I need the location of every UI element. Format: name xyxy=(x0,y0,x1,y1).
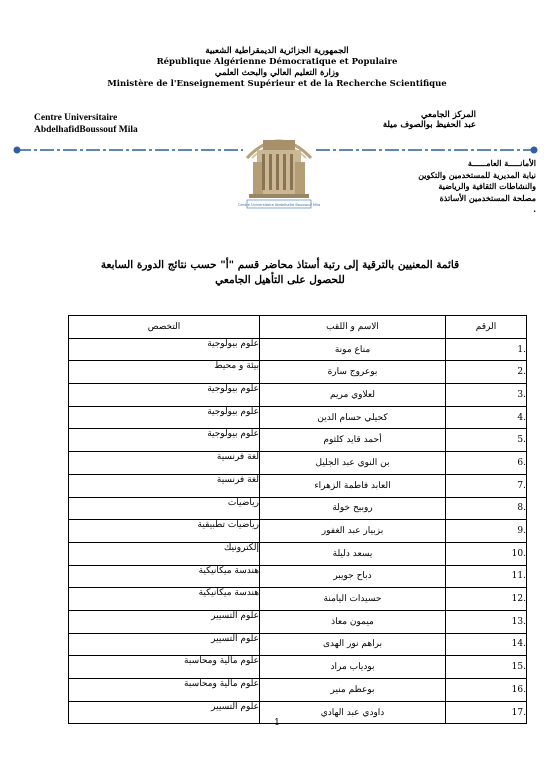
logo-caption: Centre Universitaire Abdelhafid Boussouf Mila xyxy=(237,203,321,207)
table-row xyxy=(69,406,527,429)
row-specialty: لغة فرنسية xyxy=(69,474,260,497)
row-name: كحيلي حسام الدين xyxy=(260,406,446,429)
document-title xyxy=(70,258,490,288)
header-specialty: التخصص xyxy=(69,316,260,339)
row-number xyxy=(446,497,527,520)
row-specialty: هندسة ميكانيكية xyxy=(69,588,260,611)
table-row xyxy=(69,542,527,565)
row-number-text: 4. xyxy=(517,412,526,423)
row-number xyxy=(446,406,527,429)
row-number xyxy=(446,452,527,475)
office-line3: والنشاطات الثقافية والرياضية xyxy=(438,181,536,191)
row-specialty: علوم التسيير xyxy=(69,701,260,724)
row-name: براهم نور الهدى xyxy=(260,633,446,656)
table-row xyxy=(69,429,527,452)
office-line5: . xyxy=(533,204,536,214)
row-name: حسيدات اليامنة xyxy=(260,588,446,611)
office-line2: نيابة المديرية للمستخدمين والتكوين xyxy=(418,169,536,180)
office-line1: الأمانـــــة العامــــــة xyxy=(467,158,536,168)
row-specialty: علوم مالية ومحاسبة xyxy=(69,656,260,679)
row-number-text: 16. xyxy=(511,684,526,695)
table-row xyxy=(69,384,527,407)
row-number xyxy=(446,474,527,497)
row-name: بودياب مراد xyxy=(260,656,446,679)
row-number xyxy=(446,429,527,452)
row-specialty: علوم بيولوجية xyxy=(69,406,260,429)
row-specialty: علوم بيولوجية xyxy=(69,338,260,361)
row-specialty: بيئة و محيط xyxy=(69,361,260,384)
row-specialty: علوم التسيير xyxy=(69,633,260,656)
table-row xyxy=(69,588,527,611)
table-row xyxy=(69,565,527,588)
row-number-text: 6. xyxy=(517,457,526,468)
table-row xyxy=(69,452,527,475)
table-row xyxy=(69,474,527,497)
row-number xyxy=(446,384,527,407)
header-number: الرقم xyxy=(446,316,527,339)
row-name: ميمون معاذ xyxy=(260,610,446,633)
center-ar-line1: المركز الجامعي xyxy=(420,110,476,120)
row-number xyxy=(446,633,527,656)
center-fr-line2: AbdelhafidBoussouf Mila xyxy=(34,125,138,135)
row-specialty: لغة فرنسية xyxy=(69,452,260,475)
row-number-text: 14. xyxy=(511,639,526,650)
title-line1: قائمة المعنيين بالترقية إلى رتبة أستاذ محاضر قسم "أ" حسب نتائج الدورة السابعة xyxy=(100,259,460,271)
republic-fr: République Algérienne Démocratique et Populaire xyxy=(156,57,398,67)
table-row xyxy=(69,633,527,656)
ministry-ar: وزارة التعليم العالي والبحث العلمي xyxy=(214,68,340,78)
promotion-table xyxy=(68,315,527,724)
row-number xyxy=(446,565,527,588)
row-specialty: علوم بيولوجية xyxy=(69,429,260,452)
table-row xyxy=(69,361,527,384)
row-name: العابد فاطمة الزهراء xyxy=(260,474,446,497)
row-specialty: هندسة ميكانيكية xyxy=(69,565,260,588)
page-number: 1 xyxy=(274,718,280,728)
row-name: دباح جويبر xyxy=(260,565,446,588)
center-ar-line2: عبد الحفيظ بوالصوف ميلة xyxy=(382,120,476,130)
header-name: الاسم و اللقب xyxy=(260,316,446,339)
row-number xyxy=(446,588,527,611)
center-name-ar xyxy=(383,110,476,130)
center-fr-line1: Centre Universitaire xyxy=(34,113,118,123)
row-number-text: 9. xyxy=(517,526,526,537)
row-number xyxy=(446,338,527,361)
row-number-text: 8. xyxy=(517,503,526,514)
row-name: بوعظم منير xyxy=(260,679,446,702)
table-row xyxy=(69,520,527,543)
row-number xyxy=(446,361,527,384)
table-row xyxy=(69,338,527,361)
row-number-text: 3. xyxy=(517,389,526,400)
row-number xyxy=(446,656,527,679)
row-name: بن النوي عبد الجليل xyxy=(260,452,446,475)
row-number-text: 11. xyxy=(511,571,526,582)
row-number-text: 15. xyxy=(511,662,526,673)
row-name: بزبيار عبد الغفور xyxy=(260,520,446,543)
row-name: لعلاوي مريم xyxy=(260,384,446,407)
row-specialty: علوم التسيير xyxy=(69,610,260,633)
row-number-text: 5. xyxy=(517,435,526,446)
row-number-text: 13. xyxy=(511,616,526,627)
row-number-text: 7. xyxy=(517,480,526,491)
row-specialty: علوم بيولوجية xyxy=(69,384,260,407)
row-number-text: 1. xyxy=(517,344,526,355)
row-number-text: 2. xyxy=(517,367,526,378)
center-name-fr xyxy=(34,112,138,136)
official-header xyxy=(0,46,554,90)
table-row xyxy=(69,497,527,520)
row-name: أحمد قايد كلثوم xyxy=(260,429,446,452)
table-row xyxy=(69,656,527,679)
office-line4: مصلحة المستخدمين الأساتذة xyxy=(439,192,536,203)
row-number xyxy=(446,520,527,543)
row-specialty: إلكترونيك xyxy=(69,542,260,565)
title-line2: للحصول على التأهيل الجامعي xyxy=(215,274,345,286)
table-row xyxy=(69,610,527,633)
table-row xyxy=(69,679,527,702)
republic-ar: الجمهورية الجزائرية الديمقراطية الشعبية xyxy=(205,46,349,56)
row-name: بوعروج سارة xyxy=(260,361,446,384)
row-number xyxy=(446,679,527,702)
row-name: يسعد دليلة xyxy=(260,542,446,565)
row-name: داودي عبد الهادي xyxy=(260,701,446,724)
row-number-text: 12. xyxy=(511,594,526,605)
table-header-row xyxy=(69,316,527,339)
row-specialty: رياضيات تطبيقية xyxy=(69,520,260,543)
ministry-fr: Ministère de l'Enseignement Supérieur et de la Recherche Scientifique xyxy=(107,79,447,89)
row-number xyxy=(446,542,527,565)
row-name: روبيح خولة xyxy=(260,497,446,520)
office-block xyxy=(418,158,536,216)
row-specialty: رياضيات xyxy=(69,497,260,520)
row-number-text: 10. xyxy=(511,548,526,559)
row-specialty: علوم مالية ومحاسبة xyxy=(69,679,260,702)
university-logo-icon xyxy=(237,118,321,214)
row-name: مناع مونة xyxy=(260,338,446,361)
row-number xyxy=(446,610,527,633)
row-number-text: 17. xyxy=(511,707,526,718)
